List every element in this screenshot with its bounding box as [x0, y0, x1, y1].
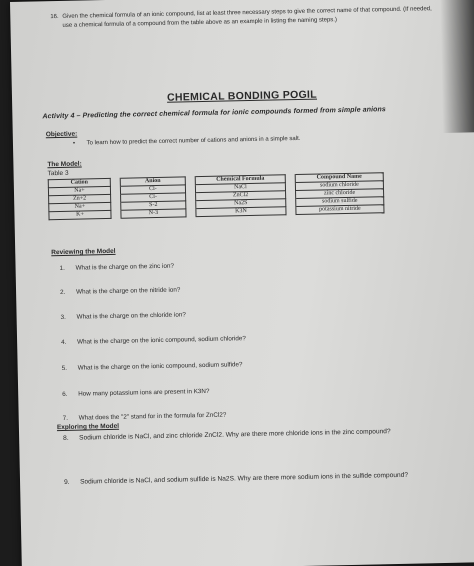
question-text: What is the charge on the zinc ion? — [75, 262, 175, 272]
table-gap — [111, 210, 121, 218]
table-gap — [186, 193, 196, 201]
table-gap — [285, 183, 295, 191]
cell-cation: K+ — [49, 210, 111, 219]
model-label: The Model: — [47, 160, 82, 169]
cell-formula: K3N — [196, 207, 286, 217]
question-6 — [62, 388, 209, 398]
table-gap — [110, 186, 120, 194]
question-3 — [61, 311, 186, 321]
question-text: Given the chemical formula of an ionic compound, list at least three necessary steps to give the correct name of that compound. (If needed, use a chemical formula of a compound from the table above as an example in listing the naming steps.) — [62, 6, 432, 29]
objective-text: To learn how to predict the correct number of cations and anions in a simple salt. — [86, 135, 301, 147]
table-gap — [186, 201, 196, 209]
cell-cation: Na+ — [49, 202, 111, 211]
table-gap — [111, 202, 121, 210]
table-gap — [110, 178, 120, 186]
question-text: What is the charge on the chloride ion? — [76, 311, 186, 321]
question-number: 5. — [61, 364, 68, 372]
table-gap — [185, 185, 195, 193]
table-gap — [111, 194, 121, 202]
objective-label: Objective: — [45, 130, 78, 139]
cell-name: sodium sulfide — [296, 197, 384, 207]
question-number: 8. — [63, 434, 69, 442]
table-gap — [185, 177, 195, 185]
question-text: What is the charge on the ionic compound, sodium chloride? — [77, 335, 246, 346]
activity-heading: Activity 4 – Predicting the correct chemical formula for ionic compounds formed from simple anions — [42, 106, 386, 121]
question-text: What is the charge on the nitride ion? — [76, 286, 181, 296]
cell-formula: NaCl — [195, 183, 285, 193]
question-number: 1. — [59, 264, 65, 273]
cell-anion: N-3 — [121, 209, 186, 218]
cell-anion: S-2 — [121, 201, 186, 210]
cell-cation: Zn+2 — [49, 194, 111, 203]
question-number: 2. — [60, 288, 66, 297]
question-number: 9. — [64, 478, 70, 486]
question-1 — [60, 263, 174, 272]
question-number: 16. — [50, 13, 59, 21]
question-7 — [63, 412, 227, 422]
question-text: Sodium chloride is NaCl, and sodium sulfide is Na2S. Why are there more sodium ions in the sulfide compound? — [79, 471, 409, 486]
cell-formula: ZnCl2 — [196, 191, 286, 201]
header-cation: Cation — [48, 178, 110, 187]
question-number: 7. — [62, 414, 69, 422]
table-label: Table 3 — [47, 169, 69, 178]
cell-anion: Cl- — [120, 185, 185, 194]
objective-item — [73, 136, 301, 147]
header-name: Compound Name — [295, 173, 383, 183]
question-number: 6. — [62, 390, 68, 398]
ion-table — [47, 169, 385, 220]
cell-anion: Cl- — [121, 193, 186, 202]
worksheet-page — [10, 0, 474, 566]
table-gap — [285, 175, 295, 183]
reviewing-label: Reviewing the Model — [51, 247, 116, 257]
exploring-label: Exploring the Model — [56, 422, 120, 432]
cell-cation: Na+ — [48, 186, 110, 195]
cell-name: zinc chloride — [296, 189, 384, 199]
question-16 — [50, 5, 442, 31]
page-shadow — [440, 0, 474, 133]
question-4 — [61, 335, 246, 346]
question-number: 4. — [61, 338, 67, 347]
cell-name: potassium nitride — [296, 205, 384, 215]
table-gap — [286, 207, 296, 215]
question-text: What does the "2" stand for in the formula for ZnCl2? — [78, 411, 227, 422]
question-5 — [62, 361, 243, 372]
question-text: Sodium chloride is NaCl, and zinc chloride ZnCl2. Why are there more chloride ions in the zinc compound? — [79, 428, 391, 442]
table-gap — [186, 209, 196, 217]
header-formula: Chemical Formula — [195, 175, 285, 185]
header-anion: Anion — [120, 177, 185, 186]
question-text: What is the charge on the ionic compound, sodium sulfide? — [77, 361, 243, 372]
cell-name: sodium chloride — [295, 181, 383, 191]
table-gap — [286, 199, 296, 207]
question-2 — [60, 286, 180, 296]
question-number: 3. — [60, 313, 66, 322]
question-8 — [63, 428, 391, 442]
question-text: How many potassium ions are present in K3N? — [78, 387, 210, 398]
cell-formula: Na2S — [196, 199, 286, 209]
bullet-icon: • — [72, 140, 76, 147]
page-title: CHEMICAL BONDING POGIL — [166, 88, 318, 104]
table-gap — [286, 191, 296, 199]
question-9 — [64, 472, 408, 486]
